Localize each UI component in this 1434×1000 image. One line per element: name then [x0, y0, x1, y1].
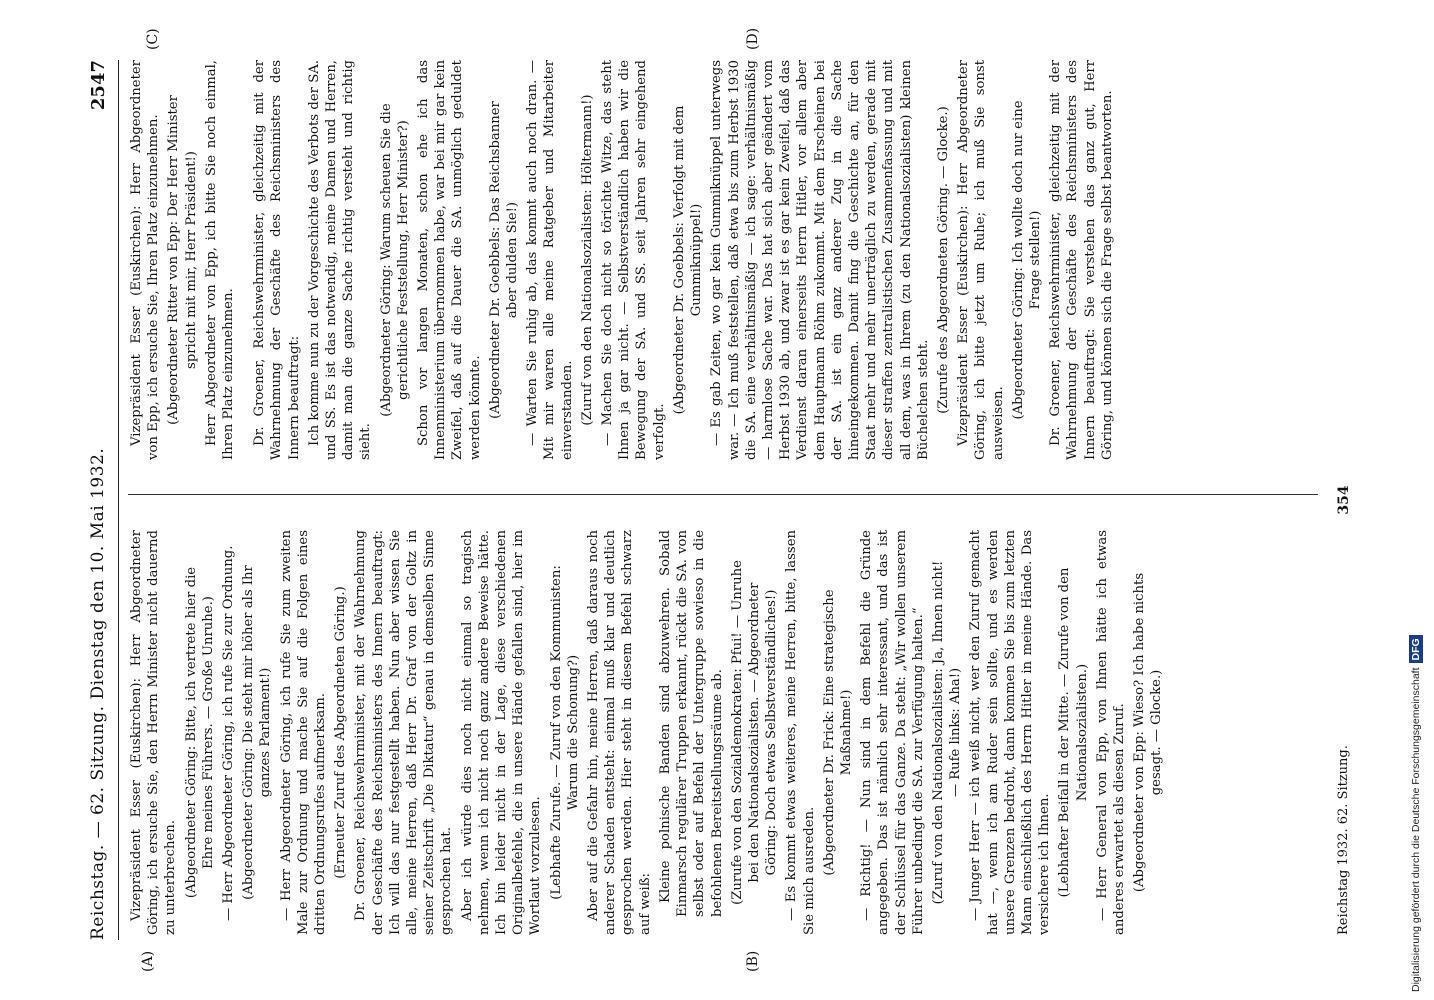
paragraph: Herr Abgeordneter von Epp, ich bitte Sie noch einmal, Ihren Platz einzunehmen.: [203, 60, 237, 460]
paragraph: Aber auf die Gefahr hin, meine Herren, daß daraus noch anderer Schaden entsteht: einmal muß klar und deutlich gesprochen werden. Hier steht in diesem Befehl schwarz auf weiß:: [586, 530, 653, 935]
paragraph: (Erneuter Zuruf des Abgeordneten Göring.): [333, 586, 349, 879]
paragraph: — Herr Abgeordneter Göring, ich rufe Sie zum zweiten Male zur Ordnung und mache Sie auf die Folgen eines dritten Ordnungsrufes aufmerksam.: [278, 530, 329, 935]
paragraph: (Abgeordneter Dr. Goebbels: Verfolgt mit dem Gummiknüppel!): [671, 105, 705, 415]
paragraph: Vizepräsident Esser (Euskirchen): Herr Abgeordneter von Epp, ich ersuche Sie, Ihren Platz einzunehmen.: [129, 60, 162, 460]
paragraph: Schon vor langen Monaten, schon ehe ich das Innenministerium übernommen habe, war bei mir gar kein Zweifel, daß auf die Dauer die SA. unmöglich geduldet werden könnte.: [416, 60, 483, 460]
footer-source: Reichstag 1932. 62. Sitzung.: [1336, 745, 1351, 935]
paragraph: — Junger Herr — ich weiß nicht, wer den Zuruf gemacht hat —, wenn ich am Ruder sein sollte, und es werden unsere Grenzen bedroht, dann kommen Sie bis zum letzten Mann einschließlich des Herrn Hitler in meine Hände. Das versichere ich Ihnen.: [968, 530, 1053, 935]
paragraph: Ich komme nun zu der Vorgeschichte des Verbots der SA. und SS. Es ist das notwendig, meine Damen und Herren, damit man die ganze Sache richtig versteht und richtig sieht.: [306, 60, 374, 460]
margin-marker-c: (C): [145, 28, 161, 50]
column-divider: [128, 494, 1318, 495]
paragraph: — Es gab Zeiten, wo gar kein Gummiknüppel unterwegs war. — Ich muß feststellen, daß etwa bis zum Herbst 1930 die SA. eine verhältnismäßig — ich sage: verhältnismäßig — harmlose Sache war. Das hat sich aber geändert vom Herbst 1930 ab, und zwar ist es gar kein Zweifel, daß das Verdienst daran einerseits Herrn Hitler, vor allem aber dem Hauptmann Röhm zukommt. Mit dem Erscheinen bei der SA. ist ein ganz anderer Zug in die Sache hineingekommen. Damit fing die Geschichte an, für den Staat mehr und mehr unerträglich zu werden, gerade mit dieser straffen zentralistischen Zusammenfassung und mit all dem, was in Ihrem (zu den Nationalsozialisten) kleinen Büchelchen steht.: [709, 60, 931, 460]
paragraph: (Zuruf von den Nationalsozialisten: Höltermann!): [579, 94, 595, 426]
paragraph: (Abgeordneter Dr. Frick: Eine strategische Maßnahme!): [821, 589, 854, 876]
paragraph: — Herr Abgeordneter Göring, ich rufe Sie zur Ordnung.: [221, 545, 237, 921]
paragraph: (Abgeordneter Ritter von Epp: Der Herr Minister spricht mit mir, Herr Präsident!): [166, 95, 199, 425]
text-column-right: [128, 60, 1318, 460]
paragraph: Vizepräsident Esser (Euskirchen): Herr Abgeordneter Göring, ich bitte jetzt um Ruhe; ich muß Sie sonst ausweisen.: [956, 60, 1006, 460]
paragraph: (Abgeordneter Dr. Goebbels: Das Reichsbanner aber dulden Sie!): [487, 101, 521, 419]
margin-marker-b: (B): [745, 950, 761, 972]
paragraph: (Abgeordneter Göring: Ich wollte doch nur eine Frage stellen!): [1010, 100, 1043, 420]
paragraph: — Herr General von Epp, von Ihnen hätte ich etwas anderes erwartet als diesen Zuruf.: [1094, 530, 1127, 935]
margin-marker-d: (D): [745, 27, 761, 50]
header-rule: [118, 60, 119, 940]
paragraph: Dr. Groener, Reichswehrminister, mit der Wahrnehmung der Geschäfte des Reichsministers des Innern beauftragt: Ich will das nur festgestellt haben. Nun aber wissen Sie alle, meine Herren, daß Herr Dr. Graf von der Goltz in seiner Zeitschrift „Die Diktatur“ genau in demselben Sinne gesprochen hat.: [353, 530, 455, 935]
paragraph: — Machen Sie doch nicht so törichte Witze, das steht Ihnen ja gar nicht. — Selbstverständlich haben wir die Bewegung der SA. und SS. seit Jahren sehr eingehend verfolgt.: [600, 60, 667, 460]
paragraph: (Abgeordneter Göring: Bitte, ich vertrete hier die Ehre meines Führers. — Große Unruhe.): [183, 566, 216, 899]
paragraph: — Warten Sie ruhig ab, das kommt auch noch dran. — Mit mir waren alle meine Ratgeber und Mitarbeiter einverstanden.: [525, 60, 575, 460]
text-column-left: [128, 530, 1318, 935]
digitization-credit: [1404, 8, 1428, 992]
credit-text: Digitalisierung gefördert durch die Deutsche Forschungsgemeinschaft: [1410, 667, 1422, 992]
dfg-logo: DFG: [1409, 635, 1423, 663]
running-title: Reichstag. — 62. Sitzung. Dienstag den 10. Mai 1932.: [88, 447, 108, 940]
paragraph: (Abgeordneter Göring: Warum scheuen Sie die gerichtliche Feststellung, Herr Minister?): [378, 103, 411, 417]
paragraph: (Zurufe des Abgeordneten Göring. — Glocke.): [935, 106, 951, 414]
quoted-order: Kleine polnische Banden sind abzuwehren. Sobald Einmarsch regulärer Truppen erkannt, rückt die SA. von selbst oder auf Befehl der Untergruppe sowieso in die befohlenen Bereitstellungsräume ab.: [657, 530, 725, 917]
paragraph: (Zurufe von den Sozialdemokraten: Pfui! — Unruhe bei den Nationalsozialisten. — Abgeordneter Göring: Doch etwas Selbstverständliches!): [729, 560, 780, 905]
paragraph: (Abgeordneter von Epp: Wieso? Ich habe nichts gesagt. — Glocke.): [1132, 572, 1165, 893]
paragraph: (Lebhafte Zurufe. — Zuruf von den Kommunisten: Warum die Schonung?): [548, 565, 581, 900]
footer-page-number: 354: [1336, 485, 1352, 515]
paragraph: Aber ich würde dies noch nicht einmal so tragisch nehmen, wenn ich nicht noch ganz andere Beweise hätte. Ich bin leider nicht in der Lage, diese verschiedenen Originalbefehle, die in unsere Hände gefallen sind, hier im Wortlaut vorzulesen.: [459, 530, 544, 935]
page-number: 2547: [88, 60, 109, 111]
paragraph: Vizepräsident Esser (Euskirchen): Herr Abgeordneter Göring, ich ersuche Sie, den Herrn Minister nicht dauernd zu unterbrechen.: [129, 530, 179, 935]
paragraph: (Lebhafter Beifall in der Mitte. — Zurufe von den Nationalsozialisten.): [1057, 567, 1090, 898]
margin-marker-a: (A): [140, 950, 156, 972]
paragraph: (Abgeordneter Göring: Die steht mir höher als Ihr ganzes Parlament!): [241, 565, 274, 900]
paragraph: — Richtig! — Nun sind in dem Befehl die Gründe angegeben. Das ist nämlich sehr interessant, und das ist der Schlüssel für das Ganze. Da steht: „Wir wollen unserem Führer unbedingt die SA. zur Verfügung halten.“: [859, 530, 926, 935]
paragraph: Dr. Groener, Reichswehrminister, gleichzeitig mit der Wahrnehmung der Geschäfte des Reichsministers des Innern beauftragt:: [252, 60, 302, 460]
page-header: [88, 60, 118, 940]
credit-text-row: [1404, 8, 1428, 992]
paragraph: Dr. Groener, Reichswehrminister, gleichzeitig mit der Wahrnehmung der Geschäfte des Reichsministers des Innern beauftragt: Sie verstehen das ganz gut, Herr Göring, und können sich die Frage selbst beantworten.: [1048, 60, 1115, 460]
paragraph: (Zuruf von den Nationalsozialisten: Ja, Ihnen nicht! — Rufe links: Aha!): [930, 560, 964, 905]
paragraph: — Es kommt etwas weiteres, meine Herren, bitte, lassen Sie mich ausreden.: [784, 530, 817, 935]
